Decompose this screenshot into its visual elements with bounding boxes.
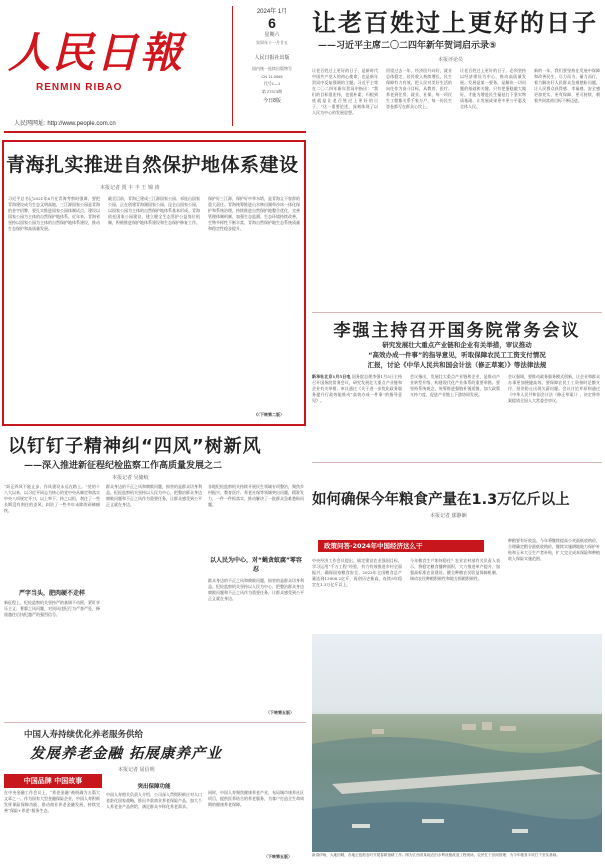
qinghai-col-3: 保护好三江源，保护好中华水塔，是青海义不容辞的重大责任。青海统筹推进山水林田湖草沙冰一体化保护和系统治理，持续推进自然保护地整合优化，完善管理体制机制，加强生态监测。生态环境持续改善，生物多样性不断丰富，青海自然保护地生态系统质量和稳定性稳步提升。	[208, 196, 300, 231]
finance-section: 突出保障功能	[137, 784, 171, 790]
finance-col-2: 中国人寿相关负责人介绍，公司深入贯彻积极应对人口老龄化国家战略，推出多款商业养老保险产品，加大个人养老金产品供给，满足群众多样化养老需求。	[106, 792, 202, 809]
masthead-date-block	[236, 6, 308, 104]
finance-top-rule	[4, 722, 306, 723]
qinghai-byline: 本报记者 贾 丰 丰 王 锦 涛	[100, 185, 160, 191]
editorial-col-1: 让老百姓过上更好的日子，是新时代中国共产党人的初心使命，也是新年贺词中反复强调的主题。习近平主席在二〇二四年新年贺词中指出：“我们的目标很宏伟，也很朴素，归根到底就是让老百姓过上更好的日子。”这一重要论述，深刻体现了以人民为中心的发展思想。	[312, 68, 378, 115]
li-qiang-col-2: 会议指出，发展壮大重点产业链和企业，是推动产业转型升级、构建现代化产业体系的重要举措。要坚持系统观念，统筹推进强链补链延链，加大政策支持力度，促进产业链上下游协同发展。	[410, 374, 500, 397]
code1: 国内统一连续出版物号	[252, 66, 292, 71]
editorial-col-4: 新的一年，我们要坚持在发展中保障和改善民生，尽力而为、量力而行，着力解决好人民群众急难愁盼问题，让人民群众获得感、幸福感、安全感更加充实、更有保障、更可持续，朝着共同富裕目标不断迈进。	[534, 68, 600, 103]
finance-byline: 本报记者 屈信明	[118, 767, 155, 773]
ding-ding-section-2: 以人民为中心，对“蝇贪蚁腐”零容忍	[210, 557, 302, 573]
lunar-date: 癸卯年十一月廿五	[256, 40, 288, 45]
masthead-divider	[232, 6, 233, 126]
grain-byline: 本报记者 郁静娴	[430, 513, 467, 519]
li-qiang-headline: 李强主持召开国务院常务会议	[333, 321, 581, 341]
finance-brand-tag: 中国品牌 中国故事	[4, 774, 102, 788]
li-qiang-col-1	[312, 374, 402, 456]
finance-body	[4, 784, 306, 862]
li-qiang-col-3: 会议强调，要推动政务服务模式创新，让企业和群众办事更加便捷高效。要保障农民工工资按时足额支付，坚决防止出现欠薪问题。会议讨论并原则通过《中华人民共和国会计法（修正草案）》，决定将草案提请全国人大常委会审议。	[508, 374, 600, 403]
ding-ding-body	[4, 484, 306, 716]
ding-ding-section-1: 严字当头，肥肉硬不走样	[18, 590, 85, 597]
ding-ding-continued: （下转第五版）	[266, 710, 294, 715]
li-qiang-sub-1: 研究发展壮大重点产业链和企业有关举措，审议推动	[382, 341, 532, 349]
masthead-logo: 人民日報	[8, 28, 185, 77]
masthead-pinyin: RENMIN RIBAO	[36, 82, 123, 93]
li-qiang-sub-3: 汇报，讨论《中华人民共和国会计法（修正草案）》等法律法规	[367, 361, 547, 369]
qinghai-continued: 《（下转第二版）	[254, 412, 284, 417]
grain-top-rule	[312, 462, 602, 463]
li-qiang-sub-2: “高效办成一件事”的指导意见，听取保障农民工工资支付情况	[368, 351, 546, 359]
masthead-website: 人民网网址: http://www.people.com.cn	[14, 121, 116, 127]
li-qiang-body	[312, 374, 602, 456]
photo-illustration	[312, 634, 602, 852]
top-story-subheadline: ——习近平主席二〇二四年新年贺词启示录⑤	[318, 41, 497, 51]
date-year-month: 2024年 1月	[256, 9, 288, 15]
grain-col-1: 中央经济工作会议提出，锚定建设农业强国目标，学习运用“千万工程”经验，有力有效推进乡村全面振兴，确保国家粮食安全。2023年全国粮食总产量达到13908.2亿斤，再创历史新高，连续9年稳定在1.3万亿斤以上。	[312, 558, 402, 587]
ding-ding-byline: 本报记者 吴储岐	[112, 475, 149, 481]
ding-ding-headline: 以钉钉子精神纠“四风”树新风	[8, 436, 262, 457]
editorial-col-2: 回望过去一年，经济回升向好，就业总体稳定，居民收入持续增长，民生保障有力有效。把人民对美好生活的向往作为奋斗目标，从教育、医疗、养老到住房、就业、社保，每一项民生工程都关系千家万户，每一份民生答卷都写在群众心坎上。	[386, 68, 452, 109]
issue-number: 第 27373期	[261, 89, 283, 94]
date-day: 6	[268, 15, 276, 31]
ding-ding-col-1a: “纠正四风不能止步，作风建设永远在路上。”党的十八大以来，以习近平同志为核心的党中央从制定和落实中央八项规定开刀，以上率下、持之以恒，刹住了一些长期没有刹住的歪风，纠治了一些多年未除的顽瘴痼疾。	[4, 484, 100, 513]
finance-col-3: 同时，中国人寿聚焦健康养老产业，布局城市康养社区项目，提供医养结合的养老服务，为客户打造全生命周期的健康养老保障。	[208, 790, 304, 807]
grain-col-2: 今年粮食生产如何稳住？农业农村部有关负责人表示，将稳定粮食播种面积，大力推进单产提升，加强高标准农田建设，健全种粮农民收益保障机制，调动农民种粮积极性和地方抓粮积极性。	[410, 558, 500, 581]
grain-policy-tag: 政策问答·2024年中国经济这么干	[318, 540, 484, 552]
code3: 代号1—1	[263, 81, 281, 86]
finance-col-1: 在中央金融工作会议上，“养老金融”被明确为五篇大文章之一。作为国有大型金融保险企业，中国人寿积极发挥保险保障功能，推动商业养老金融发展，持续完善“保险+养老”服务生态。	[4, 790, 100, 813]
masthead-rule	[4, 131, 306, 133]
li-qiang-top-rule	[312, 312, 602, 313]
grain-photo	[312, 634, 602, 852]
ding-ding-col-3a: 各地纪检监察机关持续开展民生领域专项整治，聚焦乡村振兴、教育医疗、养老社保等领域突出问题，精准发力，一件一件抓落实，推动解决了一批群众急难愁盼问题。	[208, 484, 304, 507]
editorial-col-3: 让老百姓过上更好的日子，必须坚持以经济建设为中心，推动高质量发展。发展是第一要务，是解决一切问题的基础和关键。只有把蛋糕做大做好，才能为增进民生福祉打下坚实物质基础，让发展成果更多更公平惠及全体人民。	[460, 68, 526, 109]
publisher: 人民日报社出版	[254, 55, 290, 61]
grain-photo-caption: 新春伊始，大地回暖，各地正抢抓农时开展春耕备耕工作。图为江西省某地农田水利设施改造工程现场，农民忙于田间管理，为今年粮食丰收打下坚实基础。	[312, 853, 560, 857]
grain-headline: 如何确保今年粮食产量在1.3万亿斤以上	[312, 492, 570, 508]
grain-col-3: 种粮要有好收益。今年将继续提高小麦最低收购价，合理确定稻谷最低收购价，继续实施耕地地力保护补贴和玉米大豆生产者补贴，扩大完全成本保险和种植收入保险实施范围。	[508, 538, 600, 561]
qinghai-col-2: 截至目前，青海已建成三江源国家公园、祁连山国家公园，正在创建青海湖国家公园、昆仑山国家公园，以国家公园为主体的自然保护地体系基本形成。青海依托国家公园建设，建立健全生态管护公益岗位机制，积极推进保护地体系建设和生态保护修复工作。	[108, 196, 200, 225]
top-story-byline: 本报评论员	[438, 57, 464, 63]
finance-kicker: 中国人寿持续优化养老服务供给	[24, 730, 144, 740]
top-editorial-columns	[312, 68, 602, 308]
li-qiang-text-1: 国务院总理李强1月5日主持召开国务院常务会议，研究发展壮大重点产业链和企业有关举措，审议通过《关于进一步优化政务服务提升行政效能推动“高效办成一件事”的指导意见》。	[312, 374, 402, 403]
ding-ding-col-2: 群众身边的不正之风和腐败问题，损害的是群众切身利益。纪检监察机关坚持以人民为中心，把整治群众身边腐败问题和不正之风作为重要任务，让群众感受到公平正义就在身边。	[106, 484, 202, 507]
qinghai-col-1: 习近平总书记2021年6月在青海考察时强调，要把青海建设成为生态文明高地，三江源国家公园是青海的金字招牌，要扎实推进国家公园体制试点，建设以国家公园为主体的自然保护地体系。近年来，青海省坚持以国家公园为主体的自然保护地体系建设，推动生态保护和高质量发展。	[8, 196, 100, 231]
li-qiang-dateline: 新华社北京1月5日电	[312, 374, 351, 379]
finance-continued: （下转第五版）	[264, 854, 292, 859]
weekday: 星期六	[264, 32, 280, 38]
ding-ding-subheadline: ——深入推进新征程纪检监察工作高质量发展之二	[24, 461, 223, 471]
finance-headline: 发展养老金融 拓展康养产业	[30, 746, 223, 762]
ding-ding-col-3b: 群众身边的不正之风和腐败问题，损害的是群众切身利益。纪检监察机关坚持以人民为中心，把整治群众身边腐败问题和不正之风作为重要任务，让群众感受到公平正义就在身边。	[208, 578, 304, 601]
top-story-headline: 让老百姓过上更好的日子	[312, 9, 598, 37]
li-qiang-subheads	[312, 340, 602, 370]
code2: CN 11-0065	[261, 74, 283, 79]
ding-ding-col-1b: 新征程上，纪检监察机关坚持严的基调不动摇，紧盯享乐主义、奢靡之风问题，对顶风违纪行为严查严处，释放越往后执纪越严的强烈信号。	[4, 600, 100, 617]
page-count: 今日8版	[263, 98, 281, 104]
masthead	[4, 2, 308, 130]
qinghai-story-box	[2, 140, 306, 426]
qinghai-headline: 青海扎实推进自然保护地体系建设	[6, 154, 299, 176]
